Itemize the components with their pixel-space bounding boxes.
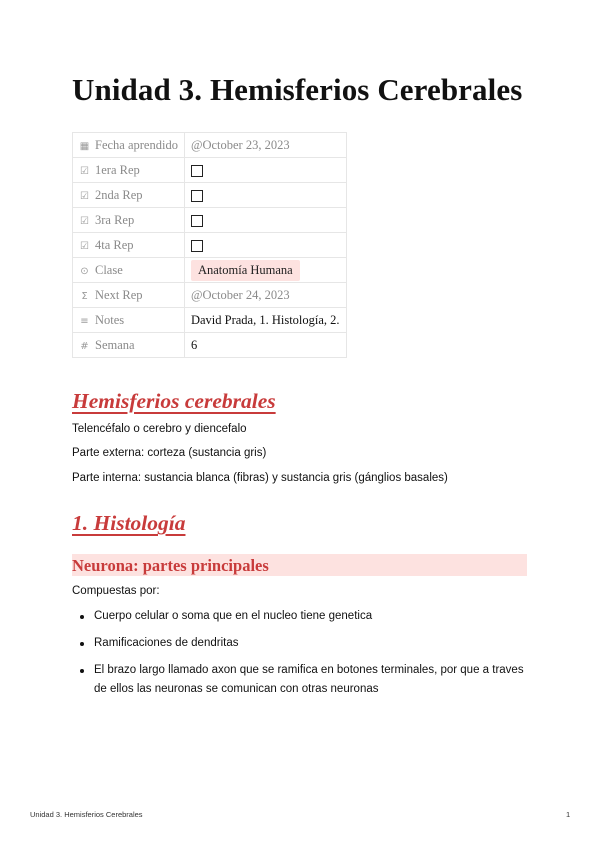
footer-title: Unidad 3. Hemisferios Cerebrales	[30, 810, 143, 819]
property-value	[184, 208, 346, 233]
property-key: ≡ Notes	[73, 308, 185, 333]
select-icon: ⊙	[80, 265, 89, 277]
property-row	[73, 183, 347, 208]
checkbox[interactable]	[191, 190, 203, 202]
sigma-icon: Σ	[81, 290, 88, 302]
paragraph: Parte interna: sustancia blanca (fibras) y sustancia gris (gánglios basales)	[72, 472, 448, 484]
section-heading-histologia: 1. Histología	[72, 511, 186, 535]
checkbox-icon: ☑	[80, 240, 89, 252]
text-lines-icon: ≡	[80, 315, 89, 327]
checkbox-icon: ☑	[80, 215, 89, 227]
paragraph: Telencéfalo o cerebro y diencefalo	[72, 423, 247, 435]
property-row	[73, 158, 347, 183]
property-key: ☑ 3ra Rep	[73, 208, 185, 233]
list-item: El brazo largo llamado axon que se ramifica en botones terminales, por que a traves de ellos las neuronas se comunican con otras neuronas	[72, 661, 527, 699]
property-row	[73, 308, 347, 333]
checkbox[interactable]	[191, 240, 203, 252]
property-row	[73, 208, 347, 233]
properties-table	[72, 132, 347, 358]
bullet-icon	[80, 615, 84, 619]
property-row	[73, 283, 347, 308]
bullet-icon	[80, 642, 84, 646]
property-key: ▦ Fecha aprendido	[73, 133, 185, 158]
property-row	[73, 133, 347, 158]
property-value	[184, 158, 346, 183]
checkbox-icon: ☑	[80, 165, 89, 177]
property-value: @October 24, 2023	[184, 283, 346, 308]
checkbox-icon: ☑	[80, 190, 89, 202]
checkbox[interactable]	[191, 165, 203, 177]
intro-paragraph: Compuestas por:	[72, 585, 160, 597]
property-value	[184, 258, 346, 283]
property-row	[73, 233, 347, 258]
calendar-icon: ▦	[79, 140, 90, 152]
subheading-neurona: Neurona: partes principales	[72, 556, 269, 575]
property-key: ⊙ Clase	[73, 258, 185, 283]
property-key: Σ Next Rep	[73, 283, 185, 308]
property-row	[73, 258, 347, 283]
property-value: 6	[184, 333, 346, 358]
property-key: # Semana	[73, 333, 185, 358]
property-value	[184, 233, 346, 258]
page-title: Unidad 3. Hemisferios Cerebrales	[72, 72, 523, 107]
property-key: ☑ 1era Rep	[73, 158, 185, 183]
property-value: @October 23, 2023	[184, 133, 346, 158]
bullet-icon	[80, 669, 84, 673]
property-value	[184, 183, 346, 208]
page-number: 1	[566, 810, 571, 819]
bullet-list	[72, 607, 527, 707]
list-item: Ramificaciones de dendritas	[72, 634, 527, 653]
property-row	[73, 333, 347, 358]
hash-icon: #	[80, 340, 89, 352]
class-tag[interactable]: Anatomía Humana	[191, 260, 300, 281]
list-item: Cuerpo celular o soma que en el nucleo tiene genetica	[72, 607, 527, 626]
paragraph: Parte externa: corteza (sustancia gris)	[72, 447, 267, 459]
property-key: ☑ 2nda Rep	[73, 183, 185, 208]
checkbox[interactable]	[191, 215, 203, 227]
property-value: David Prada, 1. Histología, 2.	[184, 308, 346, 333]
section-heading-hemisferios: Hemisferios cerebrales	[72, 389, 276, 413]
property-key: ☑ 4ta Rep	[73, 233, 185, 258]
